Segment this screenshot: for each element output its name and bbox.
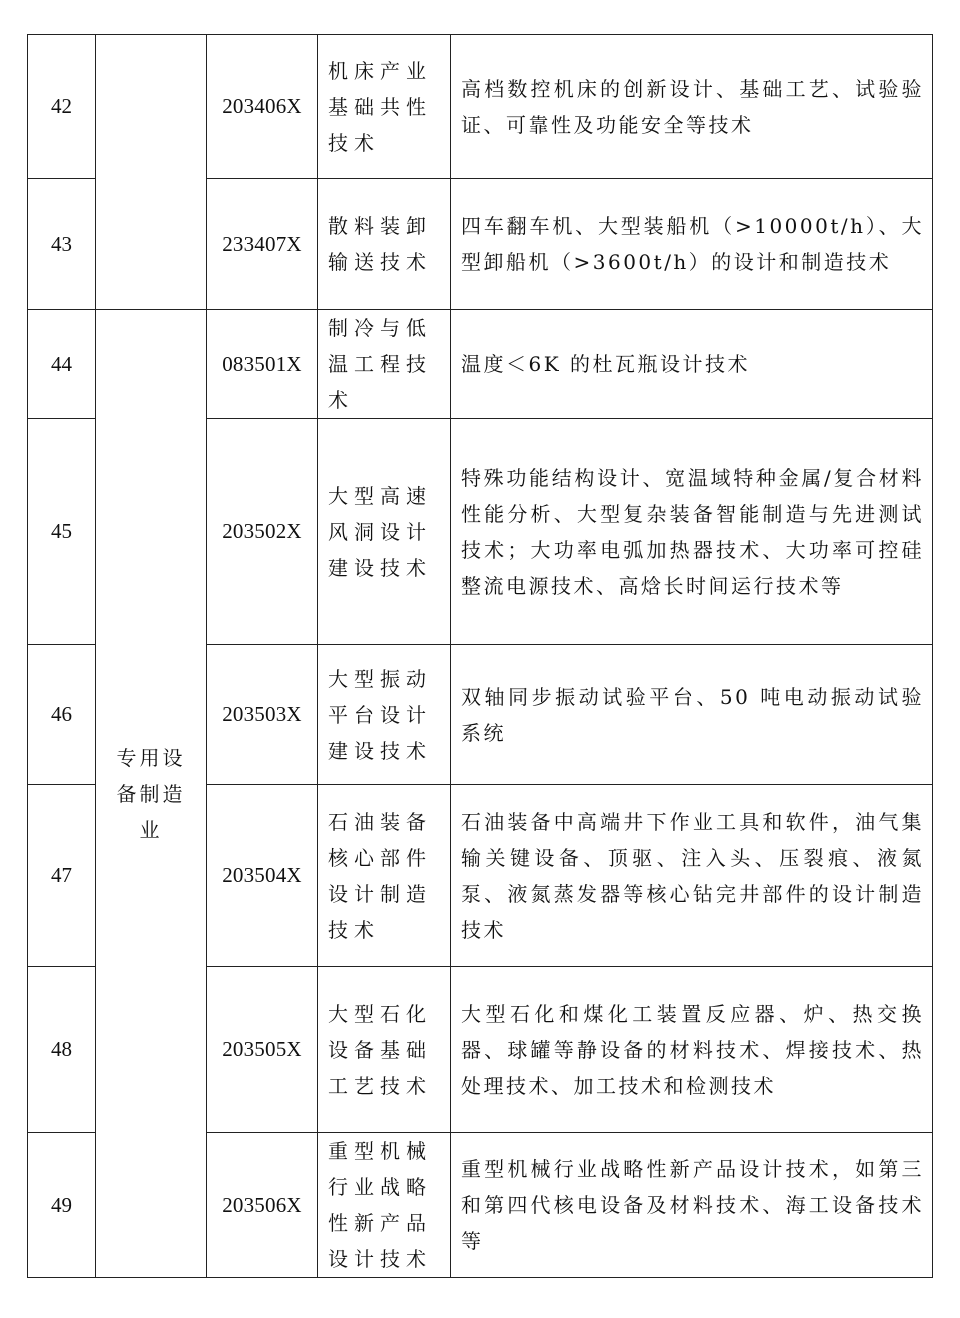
tech-code: 203506X xyxy=(207,1133,318,1278)
tech-description: 石油装备中高端井下作业工具和软件，油气集输关键设备、顶驱、注入头、压裂痕、液氮泵、液氮蒸发器等核心钻完井部件的设计制造技术 xyxy=(451,785,933,967)
row-number: 46 xyxy=(28,645,96,785)
tech-description: 温度＜6K 的杜瓦瓶设计技术 xyxy=(451,310,933,419)
tech-code: 203503X xyxy=(207,645,318,785)
row-number: 42 xyxy=(28,35,96,179)
row-number: 44 xyxy=(28,310,96,419)
tech-description: 四车翻车机、大型装船机（>10000t/h）、大型卸船机（>3600t/h）的设计和制造技术 xyxy=(451,179,933,310)
tech-name: 石油装备核心部件设计制造技术 xyxy=(318,785,451,967)
tech-code: 203406X xyxy=(207,35,318,179)
tech-description: 高档数控机床的创新设计、基础工艺、试验验证、可靠性及功能安全等技术 xyxy=(451,35,933,179)
tech-description: 大型石化和煤化工装置反应器、炉、热交换器、球罐等静设备的材料技术、焊接技术、热处理技术、加工技术和检测技术 xyxy=(451,967,933,1133)
tech-name: 机床产业基础共性技术 xyxy=(318,35,451,179)
tech-name: 大型石化设备基础工艺技术 xyxy=(318,967,451,1133)
tech-name: 制冷与低温工程技术 xyxy=(318,310,451,419)
industry-cell: 专用设备制造业 xyxy=(96,310,207,1278)
tech-code: 203505X xyxy=(207,967,318,1133)
technology-table xyxy=(27,34,933,1278)
tech-name: 大型振动平台设计建设技术 xyxy=(318,645,451,785)
tech-code: 083501X xyxy=(207,310,318,419)
tech-description: 重型机械行业战略性新产品设计技术，如第三和第四代核电设备及材料技术、海工设备技术等 xyxy=(451,1133,933,1278)
row-number: 47 xyxy=(28,785,96,967)
tech-name: 散料装卸输送技术 xyxy=(318,179,451,310)
tech-description: 双轴同步振动试验平台、50 吨电动振动试验系统 xyxy=(451,645,933,785)
tech-code: 203502X xyxy=(207,419,318,645)
tech-code: 233407X xyxy=(207,179,318,310)
industry-cell-prev xyxy=(96,35,207,310)
tech-description: 特殊功能结构设计、宽温域特种金属/复合材料性能分析、大型复杂装备智能制造与先进测试技术；大功率电弧加热器技术、大功率可控硅整流电源技术、高焓长时间运行技术等 xyxy=(451,419,933,645)
tech-code: 203504X xyxy=(207,785,318,967)
table-row xyxy=(28,310,933,419)
tech-name: 重型机械行业战略性新产品设计技术 xyxy=(318,1133,451,1278)
row-number: 43 xyxy=(28,179,96,310)
tech-name: 大型高速风洞设计建设技术 xyxy=(318,419,451,645)
row-number: 48 xyxy=(28,967,96,1133)
row-number: 45 xyxy=(28,419,96,645)
row-number: 49 xyxy=(28,1133,96,1278)
table-row xyxy=(28,35,933,179)
